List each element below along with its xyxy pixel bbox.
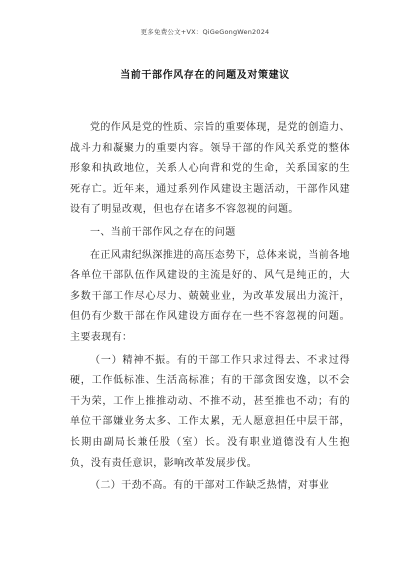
header-note: 更多免费公文+VX：QiGeGongWen2024: [140, 28, 270, 36]
paragraph-point-2: （二）干劲不高。有的干部对工作缺乏热情，对事业: [90, 480, 330, 492]
paragraph-point-1: （一）精神不振。有的干部工作只求过得去、不求过得硬，工作低标准、生活高标准；有的干部贪图安逸，以不会干为荣，工作上推推动动、不推不动，甚至推也不动；有的单位干部嫌业务太多、工作太累，无人愿意担任中层干部，长期由副局长兼任股（室）长。没有职业道德没有人生抱负，没有责任意识，影响改革发展步伐。: [70, 354, 350, 469]
document-body: [70, 118, 350, 499]
section-heading: 一、当前干部作风之存在的问题: [90, 226, 236, 238]
paragraph-overview: 在正风肃纪纵深推进的高压态势下，总体来说，当前各地各单位干部队伍作风建设的主流是好的、风气是纯正的，大多数干部工作尽心尽力、兢兢业业，为改革发展出力流汗，但仍有少数干部在作风建设方面存在一些不容忽视的问题。主要表现有：: [70, 249, 350, 343]
paragraph-intro: 党的作风是党的性质、宗旨的重要体现，是党的创造力、战斗力和凝聚力的重要内容。领导干部的作风关系党的整体形象和执政地位，关系人心向背和党的生命，关系国家的生死存亡。近年来，通过系列作风建设主题活动，干部作风建设有了明显改观，但也存在诸多不容忽视的问题。: [70, 122, 350, 216]
document-title: 当前干部作风存在的问题及对策建议: [120, 70, 290, 81]
